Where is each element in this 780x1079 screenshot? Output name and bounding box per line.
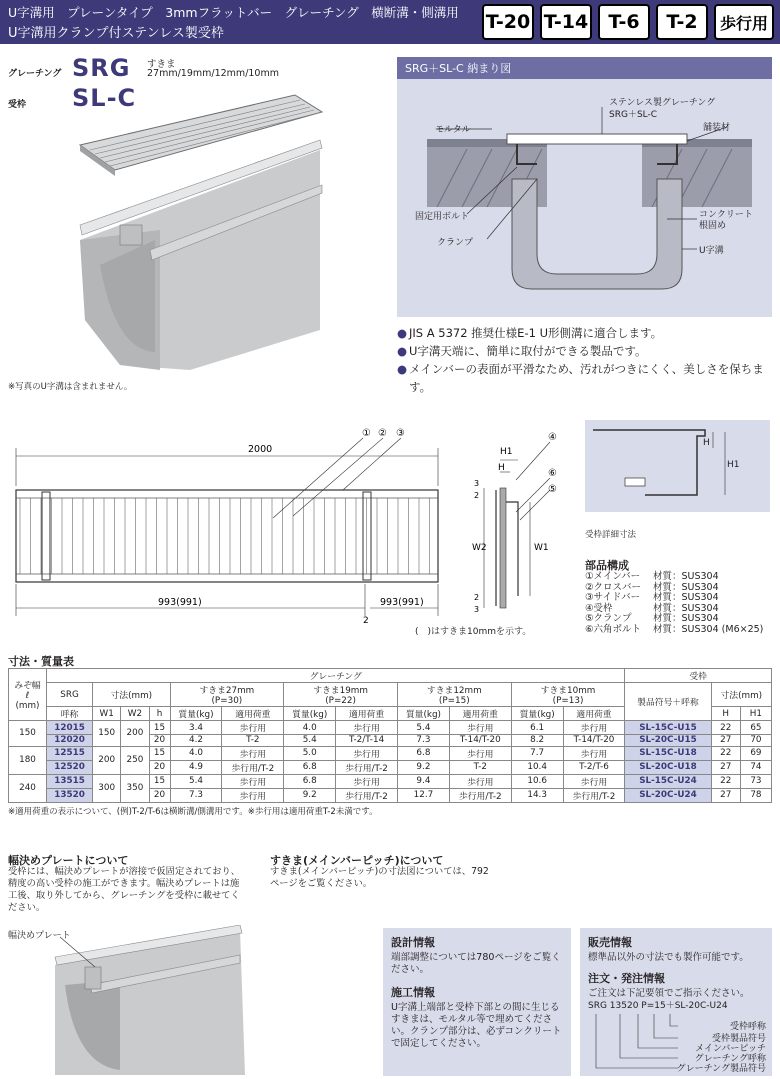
th-p27: すきま27mm (P=30) (170, 683, 284, 707)
dim-w1: W1 (534, 543, 549, 553)
table-cell: 69 (740, 746, 771, 760)
th-yobi: 呼称 (47, 707, 93, 721)
table-cell: 歩行用 (449, 774, 511, 788)
frame-label: 受枠 (8, 100, 27, 110)
table-cell: 13520 (47, 788, 93, 802)
table-cell: 6.8 (284, 760, 336, 774)
table-cell: 4.2 (170, 735, 222, 747)
table-cell: 20 (149, 788, 170, 802)
construct-body: U字溝上端部と受枠下部との間に生じるすきまは、モルタル等で埋めてください。クランプ部分は、必ずコンクリートで固定してください。 (391, 1002, 562, 1049)
table-cell: T-2/T-14 (336, 735, 398, 747)
th-srg: SRG (47, 683, 93, 707)
feature-item: ● メインバーの表面が平滑なため、汚れがつきにくく、美しさを保ちます。 (397, 362, 764, 394)
design-title: 設計情報 (391, 936, 435, 949)
dim-length: 2000 (248, 444, 273, 455)
order-body: ご注文は下記要領でご指示ください。 (588, 988, 750, 999)
table-cell: 歩行用 (336, 721, 398, 735)
table-cell: 300 (93, 774, 121, 802)
table-cell: 6.8 (397, 746, 449, 760)
table-cell: 歩行用 (222, 774, 284, 788)
th-width: みぞ幅 ℓ (mm) (9, 669, 47, 721)
table-note: ※適用荷重の表示について、(例)T-2/T-6は横断溝/側溝用です。※歩行用は適用荷重T-2未満です。 (8, 807, 378, 817)
table-cell: 65 (740, 721, 771, 735)
table-cell: 22 (711, 746, 740, 760)
table-cell: 200 (121, 721, 149, 747)
table-cell: 3.4 (170, 721, 222, 735)
table-cell: 6.1 (511, 721, 563, 735)
feature-item: ● U字溝天端に、簡単に取付ができる製品です。 (397, 344, 647, 358)
table-title: 寸法・質量表 (8, 655, 74, 668)
table-cell: 73 (740, 774, 771, 788)
photo-note: ※写真のU字溝は含まれません。 (8, 382, 133, 392)
order-legend-item: グレーチング製品符号 (676, 1064, 766, 1074)
label-mortar: モルタル (435, 125, 471, 135)
table-cell: 8.2 (511, 735, 563, 747)
table-cell: 歩行用/T-2 (336, 788, 398, 802)
pitch-title: すきま(メインバーピッチ)について (270, 854, 444, 867)
label-grating-model: SRG＋SL-C (609, 110, 658, 120)
table-cell: T-2 (449, 760, 511, 774)
table-cell: 150 (9, 721, 47, 747)
bullet-icon: ● (397, 326, 408, 340)
th-w2: W2 (121, 707, 149, 721)
table-cell: 15 (149, 721, 170, 735)
table-cell: SL-15C-U24 (625, 774, 711, 788)
table-cell: 7.3 (170, 788, 222, 802)
th-p19: すきま19mm (P=22) (284, 683, 398, 707)
table-cell: 74 (740, 760, 771, 774)
table-cell: 180 (9, 746, 47, 774)
table-cell: 歩行用/T-2 (222, 760, 284, 774)
callout-2: ② (378, 428, 387, 439)
table-cell: 歩行用 (563, 721, 625, 735)
parts-title: 部品構成 (585, 559, 629, 572)
table-cell: 350 (121, 774, 149, 802)
label-concrete: コンクリート (699, 210, 753, 220)
table-cell: 9.2 (397, 760, 449, 774)
table-row (9, 746, 772, 760)
page-header (0, 0, 780, 44)
table-cell: 歩行用 (222, 788, 284, 802)
header-line1: U字溝用 プレーンタイプ 3mmフラットバー グレーチング 横断溝・側溝用 (8, 5, 459, 20)
pitch-body: すきま(メインバーピッチ)の寸法図については、792ページをご覧ください。 (270, 866, 489, 889)
table-cell: 4.9 (170, 760, 222, 774)
table-cell: 12.7 (397, 788, 449, 802)
table-cell: SL-15C-U15 (625, 721, 711, 735)
table-cell: 9.2 (284, 788, 336, 802)
table-row (9, 774, 772, 788)
load-badge-t6: T-6 (598, 4, 650, 40)
grating-label: グレーチング (8, 69, 62, 79)
feature-list (397, 324, 775, 396)
dim-half-right: 993(991) (380, 597, 424, 608)
bullet-icon: ● (397, 362, 408, 376)
table-cell: 9.4 (397, 774, 449, 788)
table-cell: 15 (149, 746, 170, 760)
table-cell: 27 (711, 760, 740, 774)
table-cell: SL-20C-U15 (625, 735, 711, 747)
table-cell: 27 (711, 788, 740, 802)
detail-h: H (703, 438, 710, 448)
table-cell: 5.4 (397, 721, 449, 735)
grating-name: SRG (72, 54, 131, 82)
parts-item: ③サイドバー 材質：SUS304 (585, 592, 719, 603)
th-fdims: 寸法(mm) (711, 683, 771, 707)
detail-caption: 受枠詳細寸法 (585, 530, 637, 540)
dim-h1: H1 (500, 447, 513, 457)
table-cell: 13515 (47, 774, 93, 788)
dim-three-top: 3 (474, 479, 480, 488)
table-row (9, 721, 772, 735)
parts-item: ④受枠 材質：SUS304 (585, 602, 719, 614)
table-cell: 27 (711, 735, 740, 747)
table-cell: 22 (711, 721, 740, 735)
dim-h: H (498, 463, 505, 473)
frame-name: SL-C (72, 84, 137, 112)
construct-title: 施工情報 (391, 986, 435, 999)
order-legend-item: 受枠呼称 (729, 1022, 766, 1032)
table-cell: 歩行用 (563, 746, 625, 760)
table-cell: 歩行用 (449, 746, 511, 760)
label-root: 根固め (699, 221, 727, 231)
section-diagram-title: SRG＋SL-C 納まり図 (397, 57, 772, 79)
th-fh1: H1 (740, 707, 771, 721)
detail-h1: H1 (727, 460, 740, 470)
dim-gap: 2 (363, 616, 369, 626)
plate-title: 幅決めプレートについて (8, 854, 129, 867)
th-frame: 受枠 (625, 669, 772, 683)
table-cell: 歩行用 (222, 746, 284, 760)
load-badge-t14: T-14 (540, 4, 592, 40)
table-cell: 歩行用 (222, 721, 284, 735)
table-cell: 20 (149, 735, 170, 747)
plate-photo-label: 幅決めプレート (8, 931, 71, 941)
table-cell: 歩行用/T-2 (563, 788, 625, 802)
order-example: SRG 13520 P=15＋SL-20C-U24 (588, 1001, 728, 1011)
table-cell: 歩行用 (336, 746, 398, 760)
parts-item: ⑤クランプ 材質：SUS304 (585, 613, 719, 624)
parts-list (585, 572, 763, 635)
table-cell: 78 (740, 788, 771, 802)
order-legend-item: グレーチング呼称 (694, 1054, 766, 1064)
parts-item: ⑥六角ボルト 材質：SUS304 (M6×25) (585, 623, 764, 635)
parts-item: ②クロスバー 材質：SUS304 (585, 581, 719, 593)
table-cell: SL-20C-U24 (625, 788, 711, 802)
th-code: 製品符号＋呼称 (625, 683, 711, 721)
table-cell: 歩行用/T-2 (449, 788, 511, 802)
dim-w2: W2 (472, 543, 487, 553)
table-cell: T-14/T-20 (449, 735, 511, 747)
table-cell: 5.0 (284, 746, 336, 760)
table-cell: 14.3 (511, 788, 563, 802)
table-cell: 12020 (47, 735, 93, 747)
table-cell: SL-20C-U18 (625, 760, 711, 774)
table-cell: 240 (9, 774, 47, 802)
callout-5: ⑤ (548, 484, 557, 495)
table-cell: 5.4 (284, 735, 336, 747)
load-badge-t2: T-2 (656, 4, 708, 40)
label-clamp: クランプ (437, 238, 474, 248)
dim-two-top: 2 (474, 491, 480, 500)
dim-two-bottom: 2 (474, 593, 480, 602)
plate-body: 受枠には、幅決めプレートが溶接で仮固定されており、精度の高い受枠の施工ができます。幅決めプレートは施工後、取り外してから、グレーチングを受枠に載せてください。 (8, 866, 241, 913)
section-drawing (397, 79, 772, 317)
table-cell: 6.8 (284, 774, 336, 788)
design-body: 端部調整については780ページをご覧ください。 (391, 952, 561, 975)
product-photo (60, 90, 330, 375)
label-u-ditch: U字溝 (699, 246, 724, 256)
th-h: h (149, 707, 170, 721)
table-cell: 歩行用 (449, 721, 511, 735)
order-title: 注文・発注情報 (588, 972, 665, 985)
table-cell: 12015 (47, 721, 93, 735)
label-paving: 舗装材 (703, 123, 731, 133)
table-cell: 200 (93, 746, 121, 774)
th-w1: W1 (93, 707, 121, 721)
table-cell: 4.0 (284, 721, 336, 735)
order-legend-item: メインバーピッチ (695, 1044, 766, 1054)
table-cell: 15 (149, 774, 170, 788)
label-bolt: 固定用ボルト (415, 212, 470, 222)
table-cell: 12515 (47, 746, 93, 760)
parts-item: ①メインバー 材質：SUS304 (585, 571, 719, 582)
bullet-icon: ● (397, 344, 408, 358)
pitch-values: 27mm/19mm/12mm/10mm (147, 68, 279, 79)
feature-item: ● JIS A 5372 推奨仕様E-1 U形側溝に適合します。 (397, 326, 663, 340)
callout-6: ⑥ (548, 468, 557, 479)
th-p10: すきま10mm (P=13) (511, 683, 625, 707)
sales-body: 標準品以外の寸法でも製作可能です。 (588, 952, 749, 963)
table-cell: 20 (149, 760, 170, 774)
plate-photo (50, 925, 250, 1075)
dim-three-bottom: 3 (474, 605, 480, 614)
table-cell: T-14/T-20 (563, 735, 625, 747)
table-cell: 歩行用 (336, 774, 398, 788)
table-cell: 12520 (47, 760, 93, 774)
table-cell: 10.4 (511, 760, 563, 774)
callout-4: ④ (548, 432, 557, 443)
pitch-label: すきま (147, 59, 176, 70)
header-line2: U字溝用クランプ付ステンレス製受枠 (8, 26, 224, 41)
table-cell: T-2/T-6 (563, 760, 625, 774)
callout-1: ① (362, 428, 371, 439)
pitch-note: ( )はすきま10mmを示す。 (415, 627, 532, 637)
th-fh: H (711, 707, 740, 721)
dim-half-left: 993(991) (158, 597, 202, 608)
frame-detail (585, 420, 770, 512)
sales-box (580, 928, 772, 1076)
table-cell: 250 (121, 746, 149, 774)
table-cell: 70 (740, 735, 771, 747)
callout-3: ③ (396, 428, 405, 439)
table-cell: 7.7 (511, 746, 563, 760)
load-badge-walk: 歩行用 (714, 4, 774, 40)
th-p12: すきま12mm (P=15) (397, 683, 511, 707)
th-dims: 寸法(mm) (93, 683, 170, 707)
section-diagram (397, 57, 772, 317)
plan-drawing (8, 418, 448, 638)
table-cell: 10.6 (511, 774, 563, 788)
spec-table: みぞ幅 ℓ (mm) グレーチング 受枠 SRG 寸法(mm) すきま27mm (P=30) すきま19mm (P=22) すきま12mm (P=15) すきま10mm (P=13) 製品符号＋呼称 寸法(mm) 呼称 W1 W2 h 質量(kg) 適用荷重 質量(kg) 適用荷重 質量(kg) 適用荷重 質量(kg) 適用荷重 H H1 150 12015 150 200 15 3.4 歩行用 4.0 歩行用 5.4 歩行用 6.1 歩行用 SL-15C-U15 22 65 12020 20 4.2 T-2 5.4 T-2/T-14 7.3 T-14/T-20 8.2 T-14/T-20 SL-20C-U15 27 70 180 12515 200 250 15 4.0 歩行用 5.0 歩行用 6.8 歩行用 7.7 歩行用 SL-15C-U18 22 69 12520 20 4.9 歩行用/T-2 6.8 歩行用/T-2 9.2 T-2 10.4 T-2/T-6 SL-20C-U18 27 74 240 13515 300 350 15 5.4 歩行用 6.8 歩行用 9.4 歩行用 10.6 歩行用 SL-15C-U24 22 73 13520 20 7.3 歩行用 9.2 歩行用/T-2 12.7 歩行用/T-2 14.3 歩行用/T-2 SL-20C-U24 27 78 (8, 668, 772, 803)
table-cell: 5.4 (170, 774, 222, 788)
table-cell: 7.3 (397, 735, 449, 747)
table-cell: 4.0 (170, 746, 222, 760)
sales-title: 販売情報 (588, 936, 632, 949)
table-cell: 歩行用/T-2 (336, 760, 398, 774)
order-legend-item: 受枠製品符号 (711, 1034, 766, 1044)
table-cell: T-2 (222, 735, 284, 747)
design-box (383, 928, 571, 1076)
table-cell: 22 (711, 774, 740, 788)
table-cell: 歩行用 (563, 774, 625, 788)
table-cell: 150 (93, 721, 121, 747)
load-badge-t20: T-20 (482, 4, 534, 40)
table-cell: SL-15C-U18 (625, 746, 711, 760)
th-grating: グレーチング (47, 669, 625, 683)
label-grating: ステンレス製グレーチング (609, 98, 716, 108)
cross-section-drawing (460, 420, 580, 620)
